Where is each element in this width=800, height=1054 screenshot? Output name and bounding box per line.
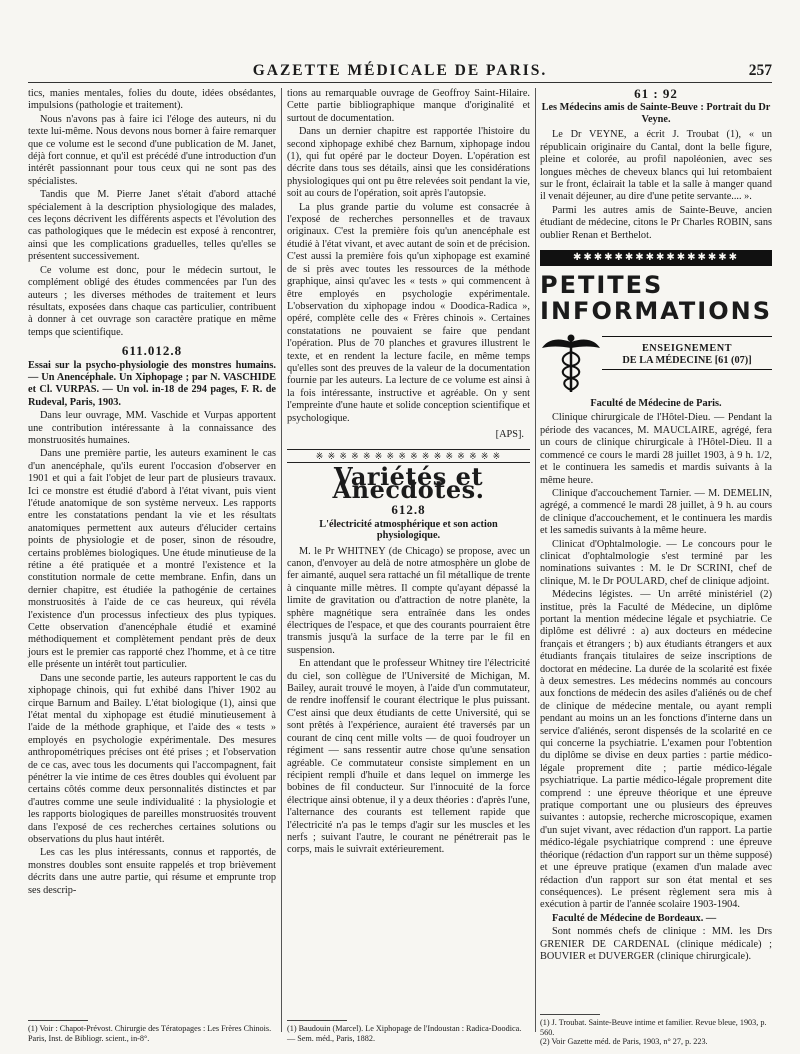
article-title: Les Médecins amis de Sainte-Beuve : Portrait du Dr Veyne.	[541, 102, 771, 125]
footnote-rule	[540, 1014, 600, 1015]
paragraph: Clinique chirurgicale de l'Hôtel-Dieu. — Pendant la période des vacances, M. MAUCLAIRE, agrégé, fera un cours de clinique chirurgicale à l'Hôtel-Dieu. Il a commencé ce cours le mardi 28 juillet 1903, à 9 h. 1/2, et le continuera les samedis et mardis suivants à la même heure.	[540, 412, 772, 486]
footnote-rule	[287, 1020, 347, 1021]
signature: [APS].	[495, 428, 524, 440]
paragraph: Clinique d'accouchement Tarnier. — M. DEMELIN, agrégé, a commencé le mardi 28 juillet, à 9 h. au cours de clinique d'accouchement, et le continuera les mardis et les samedis suivants à la même heure.	[540, 487, 772, 537]
petites-informations-heading	[540, 272, 772, 324]
article-title: L'électricité atmosphérique et son action physiologique.	[319, 518, 498, 542]
footnotes-col2	[287, 1020, 530, 1043]
paragraph: Dans leur ouvrage, MM. Vaschide et Vurpas apportent une contribution intéressante à la connaissance des monstruosités humaines.	[28, 410, 276, 446]
paragraph: La plus grande partie du volume est consacrée à l'exposé de recherches personnelles et de travaux originaux. C'est la première fois qu'un anencéphale est étudié à l'état vivant, et avec autant de soin et de précision. C'est aussi la première fois qu'un xiphopage est examiné de si près avec toutes les ressources de la méthode graphique, ainsi qu'avec les « tests » qui commencent à être employés en psychologie expérimentale. L'observation du xiphopage indou « Doodica-Radica », opéré, complète celle des « Frères chinois ». Certaines constatations ne pouvaient se faire que pendant l'opération. Plus de 70 planches et gravures illustrent le texte, et en rendent la lecture facile, en même temps qu'elles sont des preuves de la valeur de la documentation fournie par les auteurs. La lecture de ce volume est ainsi à la fois intéressante, instructive et agréable. On y sent l'empreinte d'une haute et solide conception scientifique et psychologique.	[287, 201, 530, 424]
paragraph: Les cas les plus intéressants, connus et rapportés, de monstres doubles sont ensuite rappelés et trop brièvement décrits dans une autre partie, qui résume et emprunte trop ses descrip-	[28, 847, 276, 896]
footnote: (1) Baudouin (Marcel). Le Xiphopage de l'Indoustan : Radica-Doodica. — Sem. méd., Paris, 1882.	[287, 1024, 522, 1043]
paragraph: Le Dr VEYNE, a écrit J. Troubat (1), « un républicain originaire du Cantal, dont la belle figure, pleine et colorée, au profil napoléonien, avec ses longues mèches de cheveux blancs qui lui retombaient sur le front, éclairait la table et la salle à manger quand il venait déjeuner, au dire d'une petite servante.... ».	[540, 129, 772, 203]
heading-line: PETITES	[540, 271, 664, 300]
caduceus-icon	[540, 332, 602, 394]
footnote: (2) Voir Gazette méd. de Paris, 1903, n° 27, p. 223.	[540, 1037, 708, 1047]
footnotes-col1	[28, 1020, 276, 1043]
footnotes-col3	[540, 1014, 772, 1047]
enseignement-block	[540, 332, 772, 394]
footnote-rule	[28, 1020, 88, 1021]
header-rule	[28, 82, 772, 83]
footnote: (1) Voir : Chapot-Prévost. Chirurgie des Tératopages : Les Frères Chinois. Paris, Inst. de Bibliogr. scient., in-8°.	[28, 1024, 272, 1043]
paragraph: Tandis que M. Pierre Janet s'était d'abord attaché spécialement à la description physiologique des malades, ces leçons décrivent les différents aspects et l'évolution des cas pathologiques que le médecin est exposé à rencontrer, ainsi que les complications graduelles, telles qu'elles se présentent successivement.	[28, 189, 276, 263]
heading-line: DE LA MÉDECINE [61 (07)]	[602, 355, 772, 369]
column-3	[540, 88, 772, 964]
column-2	[287, 88, 530, 858]
faculty-heading: Faculté de Médecine de Paris.	[590, 398, 722, 410]
section-number: 612.8	[391, 502, 426, 518]
section-number: 61 : 92	[634, 86, 678, 101]
heading-line: INFORMATIONS	[540, 297, 772, 326]
paragraph: M. le Pr WHITNEY (de Chicago) se propose, avec un canon, d'envoyer au delà de notre atmosphère un globe de fer aimanté, auquel sera rattaché un fil métallique de trente à cinquante mille mètres. Il compte qu'ayant dépassé la limite de gravitation ou d'attraction de notre planète, la sphère magnétique sera entraînée dans les ondes électriques de l'espace, et que des courants pourraient être transmis jusqu'à la surface de la terre par le fil en suspension.	[287, 545, 530, 656]
column-divider	[535, 88, 536, 1032]
column-1	[28, 88, 276, 898]
paragraph: Clinicat d'Ophtalmologie. — Le concours pour le clinicat d'ophtalmologie s'est terminé par les nominations suivantes : M. le Dr SCRINI, chef de clinique, M. le Dr POULARD, chef de clinique adjoint.	[540, 538, 772, 587]
footnote: (1) J. Troubat. Sainte-Beuve intime et familier. Revue bleue, 1903, p. 560.	[540, 1018, 767, 1037]
heading-line: ENSEIGNEMENT	[602, 336, 772, 355]
paragraph: En attendant que le professeur Whitney tire l'électricité du ciel, son collègue de l'Université de Michigan, M. Bailey, aurait trouvé le moyen, à l'aide d'un commutateur, de rendre inoffensif le courant électrique le plus puissant. C'est ainsi que deux étudiants de cette Université, qui se sont prêtés à l'expérience, auraient été traversés par un courant de cinq cent mille volts — de quoi foudroyer un régiment — sans ressentir autre chose qu'une sensation agréable. Ce commutateur consiste simplement en un récipient rempli d'huile et dans lequel on immerge les bobines de fil conducteur. Sur l'innocuité de la force électrique ainsi obtenue, il y a deux théories : d'après l'une, l'alternance des courants est tellement rapide que l'électricité n'a pas le temps d'agir sur les muscles et les nerfs ; suivant l'autre, le courant ne pénétrerait pas le corps, mais le suivrait extérieurement.	[287, 658, 530, 856]
enseignement-heading	[602, 332, 772, 394]
review-title: Essai sur la psycho-physiologie des monstres humains. — Un Anencéphale. Un Xiphopage ; par N. VASCHIDE et Cl. VURPAS. — Un vol. in-18 de 294 pages, F. R. de Rudeval, Paris, 1903.	[28, 359, 276, 408]
paragraph: Sont nommés chefs de clinique : MM. les Drs GRENIER DE CARDENAL (clinique médicale) ; BOUVIER et DUVERGER (clinique chirurgicale).	[540, 926, 772, 962]
journal-title: GAZETTE MÉDICALE DE PARIS.	[252, 62, 548, 79]
column-divider	[281, 88, 282, 1032]
paragraph: Dans un dernier chapitre est rapportée l'histoire du second xiphopage exhibé chez Barnum, xiphopage indou (1), qui fut opéré par le docteur Doyen. L'opération est décrite dans tous ses détails, ainsi que les considérations physiologiques qui ont pu être relevées soit pendant la vie, soit au cours de l'opération, soit après l'autopsie.	[287, 126, 530, 200]
paragraph: Médecins légistes. — Un arrêté ministériel (2) institue, près la Faculté de Médecine, un diplôme portant la mention médecine légale et psychiatrie. Ce diplôme est délivré : a) aux docteurs en médecine français et étrangers ; b) aux étudiants étrangers et aux étudiants français titulaires de seize inscriptions de doctorat en médecine. La durée de la scolarité est fixée à deux semestres. Les médecins nommés au concours aux fonctions de médecin des asiles d'aliénés ou de chef de clinique de médecine mentale, ou ayant rempli pendant au moins un an les fonctions d'interne dans un service d'aliénés, seront dispensés de la scolarité en ce qui concerne la psychiatrie. L'examen pour l'obtention du diplôme se divise en deux parties : partie médico-légale proprement dite ; partie médico-légale psychiatrique. La partie médico-légale proprement dite comprend : une épreuve théorique et une épreuve pratique comportant une ou plusieurs des épreuves suivantes : autopsie, recherche microscopique, examen d'un sujet vivant, avec rédaction d'un rapport. La partie médico-légale psychiatrique comprend : une épreuve théorique (rédaction d'un rapport sur un thème supposé) et une épreuve pratique (examen d'un malade avec rédaction d'un rapport sur son état mental et ses conséquences). Le présent règlement sera mis à exécution à partir de l'année scolaire 1903-1904.	[540, 589, 772, 911]
paragraph: Dans une seconde partie, les auteurs rapportent le cas du xiphopage chinois, qui fut exhibé dans l'hiver 1902 au cirque Barnum and Bailey. L'état biologique (1), ainsi que l'état mental du xiphopage est étudié minutieusement à l'aide de la méthode graphique, et l'aide des « tests » employés en psychologie expérimentale. Des mesures anthropométriques précises ont été prises ; et l'observation de ce cas, avec tous les documents qui l'accompagnent, fait pénétrer la vie intime de ces êtres doubles qui évoluent par certains côtés comme deux personnalités distinctes et par d'autres comme une seule individualité : la physiologie et les rapports biologiques de pareilles monstruosités trouvent dans l'exposé de ces recherches certaines solutions ou observations du plus haut intérêt.	[28, 672, 276, 845]
paragraph: Nous n'avons pas à faire ici l'éloge des auteurs, ni du texte lui-même. Nous devons nous borner à faire remarquer que ce volume est le second d'une publication de M. Janet, déjà fort connue, et qu'il est précédé d'une introduction d'un intérêt passionnant pour tous ceux qui ne sont pas des spécialistes.	[28, 113, 276, 187]
page-number: 257	[748, 62, 772, 79]
stars-banner: ✱✱✱✱✱✱✱✱✱✱✱✱✱✱✱✱	[540, 250, 772, 266]
section-number: 611.012.8	[121, 343, 183, 359]
paragraph: Parmi les autres amis de Sainte-Beuve, ancien étudiant de médecine, citons le Pr Charles ROBIN, sans oublier Renan et Berthelot.	[540, 204, 772, 241]
paragraph: Ce volume est donc, pour le médecin surtout, le complément obligé des études commencées par l'un des auteurs ; les diverses méthodes de traitement et leurs résultats, exposées dans chaque cas particulier, contribuent à donner à cet ouvrage son caractère pratique en même temps que scientifique.	[28, 264, 276, 338]
paragraph: tions au remarquable ouvrage de Geoffroy Saint-Hilaire. Cette partie bibliographique manque d'originalité et surtout de documentation.	[287, 88, 530, 124]
section-title: Variétés et Anecdotes.	[332, 462, 485, 504]
faculty-heading: Faculté de Médecine de Bordeaux. —	[552, 912, 717, 924]
ornament-divider: ※ ※ ※ ※ ※ ※ ※ ※ ※ ※ ※ ※ ※ ※ ※ ※	[287, 449, 530, 463]
page-header	[28, 62, 772, 80]
paragraph: tics, manies mentales, folies du doute, idées obsédantes, impulsions (pathologie et traitement).	[28, 88, 276, 112]
paragraph: Dans une première partie, les auteurs examinent le cas d'un anencéphale, qu'ils eurent l'occasion d'observer en 1901 et qui a fait l'objet de leur part de plusieurs travaux. Ici ce monstre est étudié d'abord à l'état vivant, puis vient l'étude anatomique de son système nerveux. Les rapports entre les constatations pendant la vie et les résultats anatomiques permettent aux auteurs d'élucider certains points de physiologie et de poser, sinon de résoudre, certains problèmes biologiques. Une étude minutieuse de la rétine a été pratiquée et a montré l'existence et la constitution normale de cette membrane. Enfin, dans un dernier chapitre, est étudiée la pathogénie de certaines monstruosités à l'aide de ce cas heureux, qui révéla l'existence d'un processus infectieux des plus typiques. Cette observation d'anencéphale étudié et examiné méthodiquement et complètement pendant près de deux jours est le premier cas rapporté chez l'homme, et à ce titre elle présente un intérêt tout particulier.	[28, 448, 276, 671]
